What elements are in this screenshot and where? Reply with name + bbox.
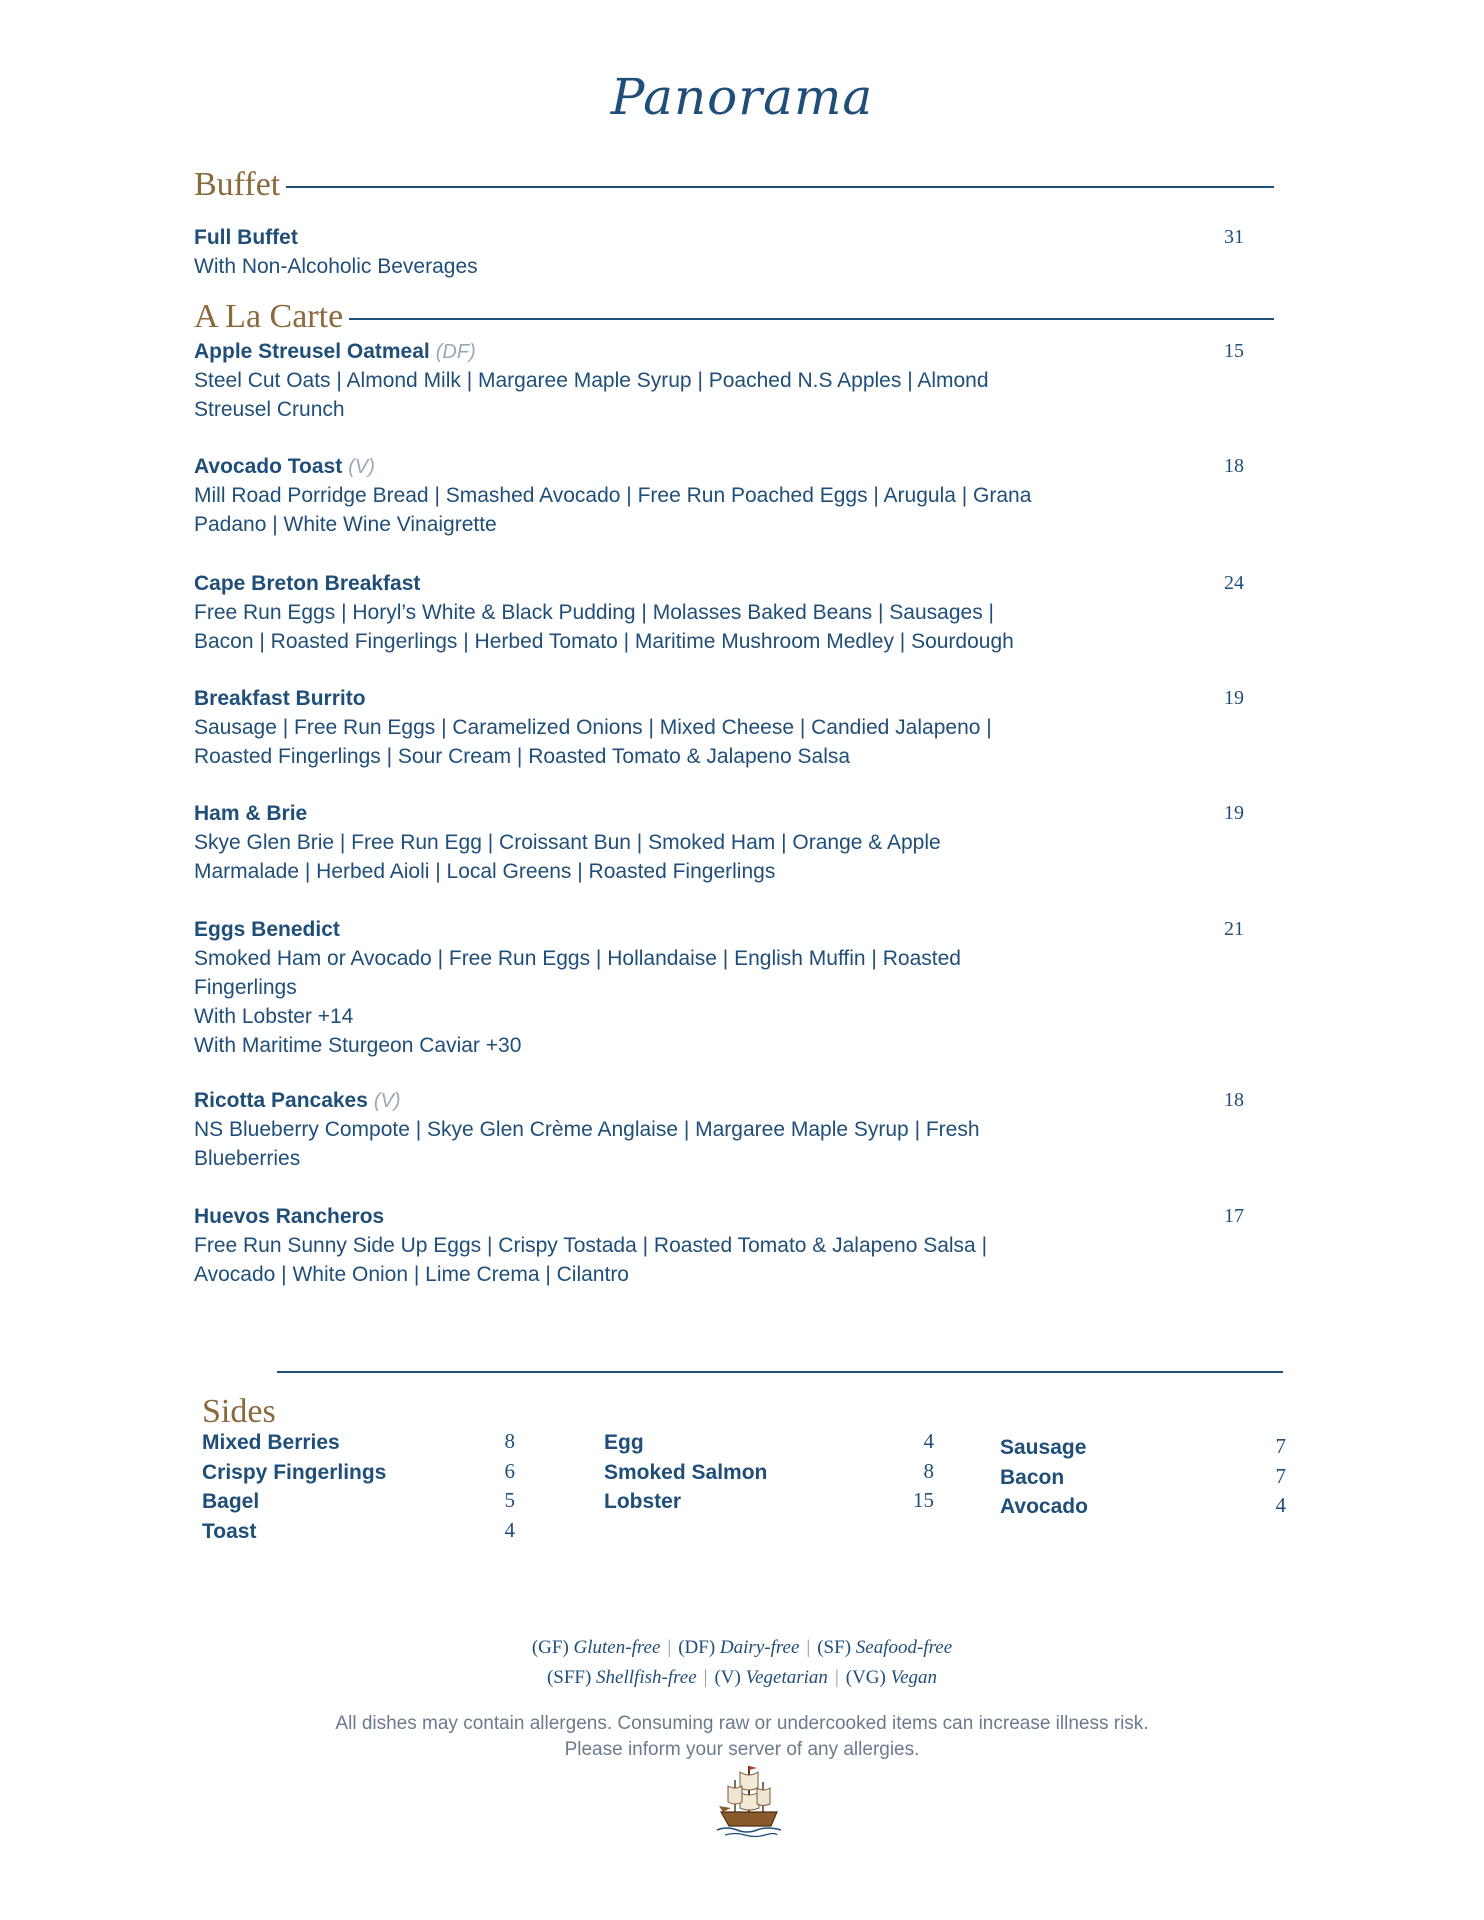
- menu-item-price: 31: [1224, 226, 1244, 248]
- description-line: Free Run Sunny Side Up Eggs | Crispy Tostada | Roasted Tomato & Jalapeno Salsa |: [194, 1234, 988, 1257]
- disclaimer-line-1: All dishes may contain allergens. Consuming raw or undercooked items can increase illness risk.: [335, 1713, 1149, 1734]
- menu-item-price: 18: [1224, 1089, 1244, 1111]
- a-la-carte-section-header: [194, 297, 1274, 337]
- description-line: Free Run Eggs | Horyl’s White & Black Pudding | Molasses Baked Beans | Sausages |: [194, 601, 994, 624]
- menu-item-description: [194, 252, 1174, 281]
- side-item-name: Mixed Berries: [202, 1431, 340, 1454]
- side-item-price: 8: [923, 1458, 934, 1483]
- sides-column: [1000, 1433, 1286, 1522]
- menu-item-price: 17: [1224, 1205, 1244, 1227]
- description-line: Steel Cut Oats | Almond Milk | Margaree Maple Syrup | Poached N.S Apples | Almond: [194, 369, 989, 392]
- description-line: With Maritime Sturgeon Caviar +30: [194, 1034, 522, 1057]
- legend-separator: |: [834, 1667, 839, 1688]
- description-line: Smoked Ham or Avocado | Free Run Eggs | Hollandaise | English Muffin | Roasted: [194, 947, 961, 970]
- legend-code: (V): [714, 1667, 741, 1688]
- side-item-name: Smoked Salmon: [604, 1460, 768, 1484]
- dietary-tag: (V): [373, 1090, 401, 1112]
- menu-item-description: [194, 481, 1174, 539]
- menu-item-huevos-rancheros: [194, 1203, 1244, 1289]
- menu-item-name: Huevos Rancheros: [194, 1205, 385, 1228]
- side-item-smoked-salmon: [604, 1458, 934, 1488]
- section-title-sides: Sides: [202, 1393, 276, 1430]
- description-line: Bacon | Roasted Fingerlings | Herbed Tomato | Maritime Mushroom Medley | Sourdough: [194, 630, 1014, 653]
- description-line: Skye Glen Brie | Free Run Egg | Croissant Bun | Smoked Ham | Orange & Apple: [194, 831, 941, 854]
- menu-item-description: [194, 713, 1174, 771]
- section-divider: [349, 318, 1274, 320]
- side-item-price: 4: [504, 1517, 515, 1542]
- menu-item-description: [194, 944, 1174, 1060]
- menu-item-ricotta-pancakes: [194, 1087, 1244, 1173]
- menu-item-price: 24: [1224, 572, 1244, 594]
- menu-item-price: 15: [1224, 340, 1244, 362]
- legend-label: Vegetarian: [745, 1667, 828, 1688]
- menu-item-name: Eggs Benedict: [194, 918, 340, 941]
- side-item-name: Bagel: [202, 1490, 260, 1513]
- side-item-price: 8: [504, 1429, 515, 1453]
- menu-item-name: Avocado Toast: [194, 455, 343, 478]
- legend-separator: |: [806, 1637, 811, 1658]
- side-item-bacon: [1000, 1463, 1286, 1493]
- side-item-price: 6: [504, 1458, 515, 1483]
- menu-item-header: [194, 453, 1244, 481]
- side-item-price: 4: [923, 1429, 934, 1453]
- legend-code: (DF): [678, 1637, 716, 1658]
- menu-item-header: [194, 800, 1244, 828]
- side-item-avocado: [1000, 1492, 1286, 1522]
- buffet-section-header: [194, 165, 1274, 205]
- description-line: Streusel Crunch: [194, 398, 345, 421]
- sides-column: [202, 1428, 515, 1546]
- description-line: Padano | White Wine Vinaigrette: [194, 513, 497, 536]
- legend-label: Shellfish-free: [596, 1667, 697, 1688]
- description-line: NS Blueberry Compote | Skye Glen Crème Anglaise | Margaree Maple Syrup | Fresh: [194, 1118, 980, 1141]
- menu-item-ham-brie: [194, 800, 1244, 886]
- legend-label: Vegan: [890, 1667, 938, 1688]
- legend-label: Dairy-free: [719, 1637, 800, 1658]
- restaurant-logo: Panorama: [610, 68, 874, 126]
- disclaimer-line-2: Please inform your server of any allergies.: [564, 1739, 920, 1760]
- menu-item-description: [194, 1115, 1174, 1173]
- side-item-egg: [604, 1428, 934, 1458]
- legend-label: Seafood-free: [855, 1637, 953, 1658]
- side-item-price: 7: [1275, 1434, 1286, 1458]
- side-item-name: Egg: [604, 1431, 644, 1454]
- menu-item-header: [194, 570, 1244, 598]
- side-item-price: 15: [913, 1488, 934, 1512]
- sides-column: [604, 1428, 934, 1517]
- allergen-disclaimer: [0, 1711, 1484, 1763]
- side-item-crispy-fingerlings: [202, 1458, 515, 1488]
- dietary-tag: (DF): [435, 341, 476, 363]
- menu-item-price: 19: [1224, 687, 1244, 709]
- menu-item-header: [194, 1087, 1244, 1115]
- menu-item-description: [194, 1231, 1174, 1289]
- side-item-bagel: [202, 1487, 515, 1517]
- menu-item-name: Cape Breton Breakfast: [194, 572, 421, 595]
- dietary-legend-line-1: [0, 1633, 1484, 1663]
- section-divider: [286, 186, 1274, 188]
- menu-item-avocado-toast: [194, 453, 1244, 539]
- description-line: With Lobster +14: [194, 1005, 354, 1028]
- legend-code: (SFF): [546, 1667, 592, 1688]
- menu-item-price: 18: [1224, 455, 1244, 477]
- section-title-a-la-carte: A La Carte: [194, 298, 344, 335]
- description-line: Roasted Fingerlings | Sour Cream | Roasted Tomato & Jalapeno Salsa: [194, 745, 851, 768]
- menu-item-apple-streusel-oatmeal: [194, 338, 1244, 424]
- menu-item-name: Ham & Brie: [194, 802, 308, 825]
- legend-label: Gluten-free: [573, 1637, 661, 1658]
- menu-item-eggs-benedict: [194, 916, 1244, 1060]
- menu-item-header: [194, 685, 1244, 713]
- menu-item-description: [194, 828, 1174, 886]
- menu-item-full-buffet: [194, 224, 1244, 281]
- description-line: Fingerlings: [194, 976, 297, 999]
- description-line: Marmalade | Herbed Aioli | Local Greens | Roasted Fingerlings: [194, 860, 776, 883]
- menu-item-name: Apple Streusel Oatmeal: [194, 340, 430, 363]
- menu-item-name: Full Buffet: [194, 226, 298, 249]
- side-item-toast: [202, 1517, 515, 1547]
- menu-item-price: 21: [1224, 918, 1244, 940]
- menu-item-cape-breton-breakfast: [194, 570, 1244, 656]
- side-item-name: Toast: [202, 1519, 257, 1543]
- side-item-lobster: [604, 1487, 934, 1517]
- side-item-sausage: [1000, 1433, 1286, 1463]
- legend-code: (SF): [817, 1637, 852, 1658]
- sides-divider: [277, 1371, 1283, 1373]
- side-item-name: Avocado: [1000, 1495, 1088, 1518]
- menu-item-description: [194, 598, 1174, 656]
- legend-separator: |: [667, 1637, 672, 1658]
- description-line: With Non-Alcoholic Beverages: [194, 255, 478, 278]
- description-line: Blueberries: [194, 1147, 301, 1170]
- menu-item-header: [194, 916, 1244, 944]
- description-line: Mill Road Porridge Bread | Smashed Avocado | Free Run Poached Eggs | Arugula | Grana: [194, 484, 1032, 507]
- section-title-buffet: Buffet: [194, 166, 281, 203]
- side-item-name: Lobster: [604, 1490, 682, 1513]
- menu-item-header: [194, 338, 1244, 366]
- description-line: Sausage | Free Run Eggs | Caramelized Onions | Mixed Cheese | Candied Jalapeno |: [194, 716, 992, 739]
- menu-item-header: [194, 224, 1244, 252]
- dietary-legend-line-2: [0, 1663, 1484, 1693]
- side-item-name: Crispy Fingerlings: [202, 1460, 387, 1484]
- legend-separator: |: [703, 1667, 708, 1688]
- description-line: Avocado | White Onion | Lime Crema | Cilantro: [194, 1263, 629, 1286]
- menu-item-price: 19: [1224, 802, 1244, 824]
- menu-item-name: Breakfast Burrito: [194, 687, 366, 710]
- menu-item-name: Ricotta Pancakes: [194, 1089, 368, 1112]
- side-item-price: 7: [1275, 1463, 1286, 1488]
- legend-code: (GF): [531, 1637, 569, 1658]
- menu-item-header: [194, 1203, 1244, 1231]
- dietary-tag: (V): [348, 456, 375, 478]
- side-item-price: 4: [1275, 1493, 1286, 1517]
- side-item-price: 5: [504, 1488, 515, 1512]
- menu-item-breakfast-burrito: [194, 685, 1244, 771]
- menu-item-description: [194, 366, 1174, 424]
- side-item-name: Bacon: [1000, 1465, 1065, 1489]
- side-item-mixed-berries: [202, 1428, 515, 1458]
- legend-code: (VG): [845, 1667, 886, 1688]
- side-item-name: Sausage: [1000, 1436, 1087, 1459]
- ship-icon: [713, 1762, 785, 1840]
